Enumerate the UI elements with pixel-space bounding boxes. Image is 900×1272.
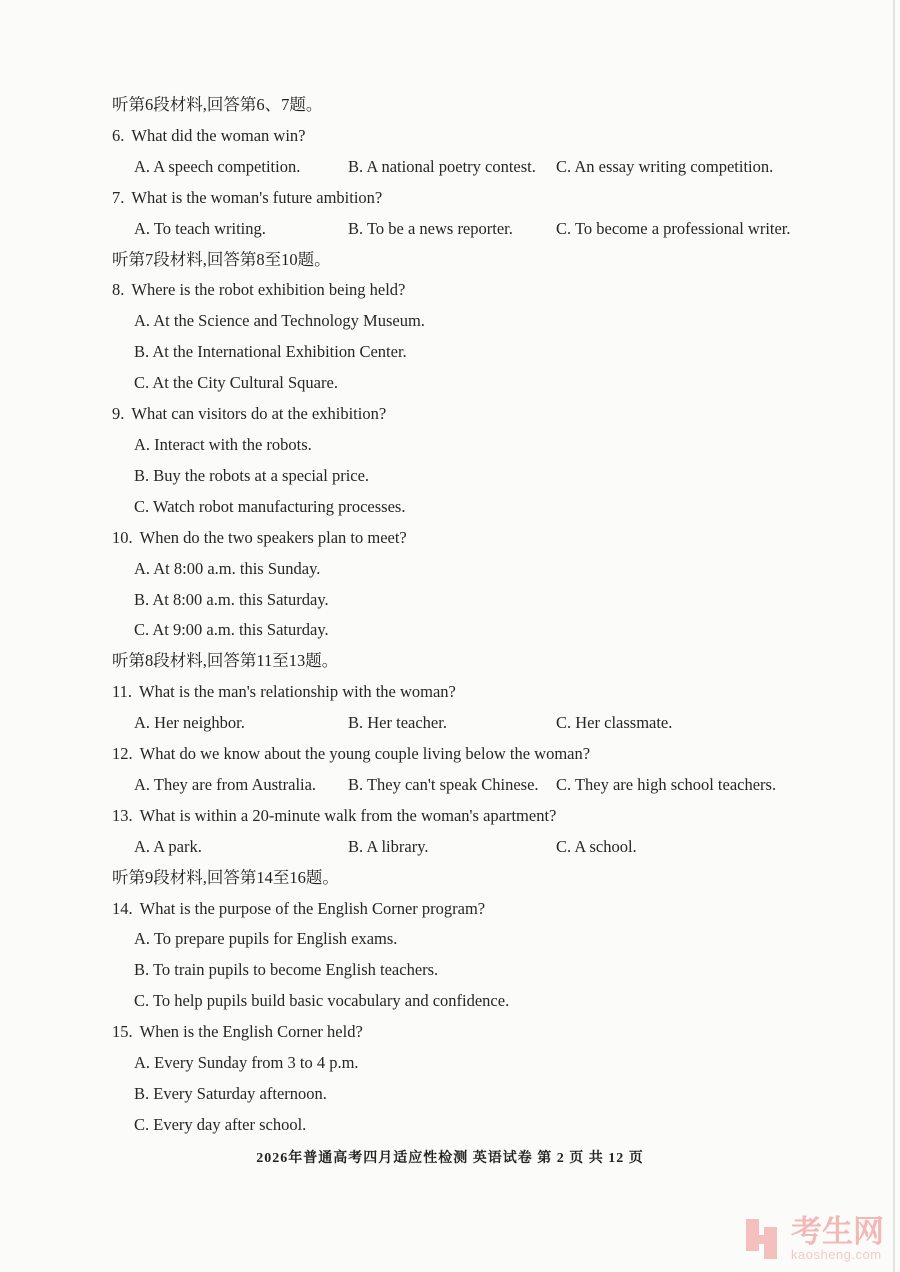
watermark-title: 考生网 [791, 1213, 884, 1249]
option-c: C. To help pupils build basic vocabulary and confidence. [134, 991, 510, 1011]
option-a: A. At the Science and Technology Museum. [134, 311, 425, 331]
option-b: B. A national poetry contest. [348, 156, 536, 176]
option-a: A. At 8:00 a.m. this Sunday. [134, 558, 321, 578]
question-number: 14. [112, 898, 133, 918]
options-row [134, 152, 870, 183]
options-row [134, 770, 870, 801]
question-line [112, 275, 870, 306]
option-b: B. Her teacher. [348, 713, 447, 733]
question-line [112, 523, 870, 554]
option-c: C. To become a professional writer. [556, 218, 791, 238]
option-b: B. At 8:00 a.m. this Saturday. [134, 589, 329, 609]
section-header: 听第6段材料,回答第6、7题。 [112, 95, 323, 114]
option-c: C. At 9:00 a.m. this Saturday. [134, 620, 329, 640]
question-line [112, 739, 870, 770]
scan-edge-artifact [893, 0, 895, 1272]
option-a: A. Every Sunday from 3 to 4 p.m. [134, 1053, 359, 1073]
question-number: 15. [112, 1022, 133, 1042]
option-c: C. They are high school teachers. [556, 774, 777, 794]
question-text: What did the woman win? [131, 125, 306, 145]
question-text: Where is the robot exhibition being held? [131, 280, 406, 300]
question-number: 10. [112, 527, 133, 547]
option-c: C. A school. [556, 836, 637, 856]
option-b: B. To train pupils to become English teachers. [134, 960, 439, 980]
question-line [112, 1017, 870, 1048]
option-a: A. Interact with the robots. [134, 434, 312, 454]
question-line [112, 399, 870, 430]
section-header: 听第8段材料,回答第11至13题。 [112, 651, 339, 671]
option-c: C. An essay writing competition. [556, 156, 774, 176]
options-row [134, 832, 870, 863]
question-text: What is the woman's future ambition? [131, 187, 383, 207]
question-number: 9. [112, 404, 125, 424]
option-b: B. At the International Exhibition Center. [134, 342, 407, 362]
question-text: What do we know about the young couple living below the woman? [139, 744, 591, 764]
option-b: B. Every Saturday afternoon. [134, 1084, 327, 1103]
option-b: B. To be a news reporter. [348, 218, 513, 238]
question-line [112, 677, 870, 708]
section-header: 听第7段材料,回答第8至10题。 [112, 249, 331, 269]
option-c: C. Her classmate. [556, 713, 673, 733]
option-c: C. At the City Cultural Square. [134, 373, 338, 393]
option-a: A. A park. [134, 836, 202, 856]
question-number: 8. [112, 280, 125, 300]
option-a: A. To teach writing. [134, 218, 266, 238]
option-c: C. Every day after school. [134, 1114, 307, 1134]
option-c: C. Watch robot manufacturing processes. [134, 496, 406, 516]
question-line [112, 183, 870, 214]
watermark-subtitle: kaosheng.com [791, 1247, 882, 1263]
option-a: A. A speech competition. [134, 156, 301, 176]
question-line [112, 801, 870, 832]
watermark [744, 1213, 884, 1263]
option-a: A. To prepare pupils for English exams. [134, 929, 398, 949]
options-row [134, 214, 870, 245]
question-text: When do the two speakers plan to meet? [139, 527, 407, 547]
option-b: B. They can't speak Chinese. [348, 774, 539, 794]
kaosheng-logo-icon [744, 1217, 782, 1261]
question-text: What is the man's relationship with the woman? [139, 682, 456, 702]
question-line [112, 894, 870, 925]
option-a: A. They are from Australia. [134, 774, 317, 794]
option-b: B. Buy the robots at a special price. [134, 465, 370, 485]
page-footer: 2026年普通高考四月适应性检测 英语试卷 第 2 页 共 12 页 [256, 1150, 644, 1166]
question-text: When is the English Corner held? [139, 1022, 363, 1042]
question-number: 13. [112, 805, 133, 825]
section-header: 听第9段材料,回答第14至16题。 [112, 867, 339, 887]
question-text: What is the purpose of the English Corner program? [139, 898, 486, 918]
question-text: What is within a 20-minute walk from the woman's apartment? [139, 805, 557, 825]
question-number: 11. [112, 682, 133, 702]
question-number: 12. [112, 744, 133, 764]
question-text: What can visitors do at the exhibition? [131, 404, 387, 424]
option-b: B. A library. [348, 836, 429, 856]
question-line [112, 121, 870, 152]
option-a: A. Her neighbor. [134, 713, 245, 733]
options-row [134, 708, 870, 739]
question-number: 6. [112, 125, 125, 145]
question-number: 7. [112, 187, 125, 207]
